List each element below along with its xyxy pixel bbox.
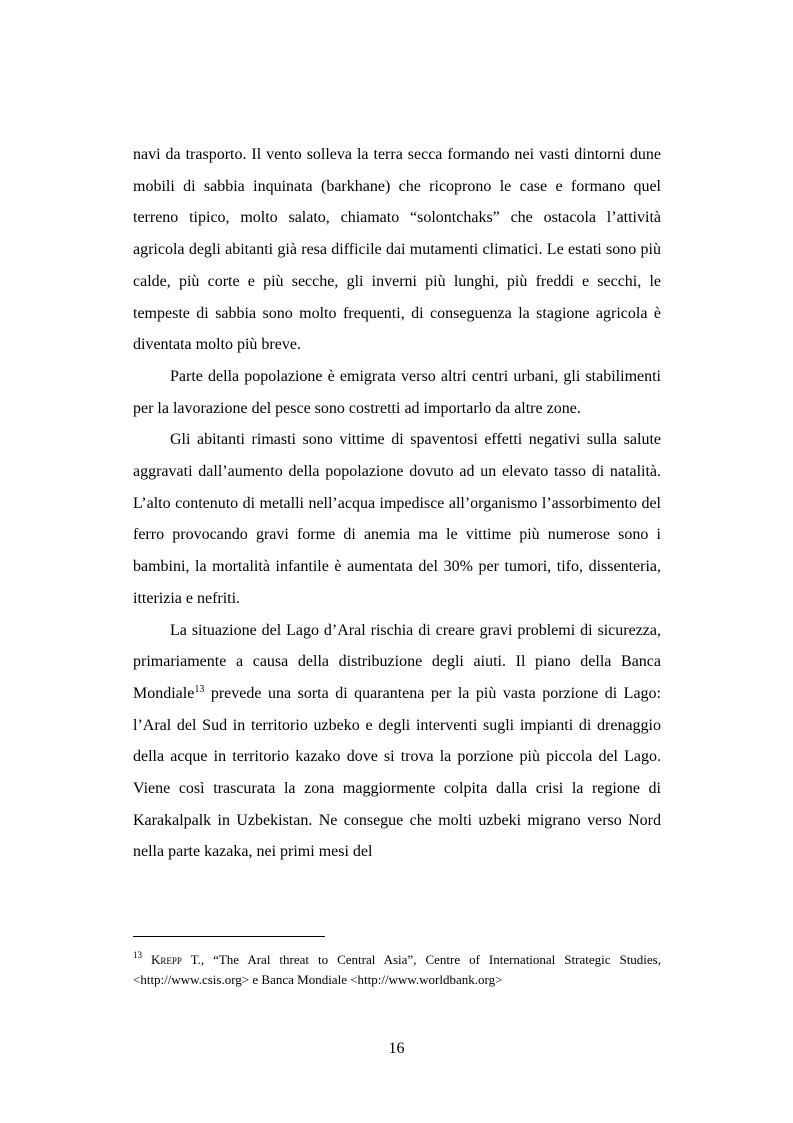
footnote-reference: 13 bbox=[194, 683, 205, 695]
paragraph-4-before: La situazione del Lago d’Aral rischia di creare gravi problemi di sicurezza, primariamente a causa della distribuzione degli aiuti. Il piano della Banca Mondiale bbox=[133, 621, 661, 702]
footnote-separator bbox=[133, 936, 325, 937]
body-text bbox=[133, 139, 661, 868]
paragraph-4 bbox=[133, 615, 661, 869]
page-number: 16 bbox=[388, 1040, 405, 1057]
footnote bbox=[133, 950, 661, 990]
footnote-author: Krepp T. bbox=[150, 952, 201, 967]
paragraph-3: Gli abitanti rimasti sono vittime di spaventosi effetti negativi sulla salute aggravati dall’aumento della popolazione dovuto ad un elevato tasso di natalità. L’alto contenuto di metalli nell’acqua impedisce all’organismo l’assorbimento del ferro provocando gravi forme di anemia ma le vittime più numerose sono i bambini, la mortalità infantile è aumentata del 30% per tumori, tifo, dissenteria, itterizia e nefriti. bbox=[133, 431, 661, 607]
paragraph-4-after: prevede una sorta di quarantena per la più vasta porzione di Lago: l’Aral del Sud in territorio uzbeko e degli interventi sugli impianti di drenaggio della acque in territorio kazako dove si trova la porzione più piccola del Lago. Viene così trascurata la zona maggiormente colpita dalla crisi la regione di Karakalpalk in Uzbekistan. Ne consegue che molti uzbeki migrano verso Nord nella parte kazaka, nei primi mesi del bbox=[133, 684, 661, 861]
footnote-text: , “The Aral threat to Central Asia”, Centre of International Strategic Studies, <http://www.csis.org> e Banca Mondiale <http://www.worldbank.org> bbox=[133, 952, 661, 987]
footnote-number: 13 bbox=[133, 950, 142, 960]
paragraph-1: navi da trasporto. Il vento solleva la terra secca formando nei vasti dintorni dune mobili di sabbia inquinata (barkhane) che ricoprono le case e formano quel terreno tipico, molto salato, chiamato “solontchaks” che ostacola l’attività agricola degli abitanti già resa difficile dai mutamenti climatici. Le estati sono più calde, più corte e più secche, gli inverni più lunghi, più freddi e secchi, le tempeste di sabbia sono molto frequenti, di conseguenza la stagione agricola è diventata molto più breve. bbox=[133, 146, 661, 354]
paragraph-2: Parte della popolazione è emigrata verso altri centri urbani, gli stabilimenti per la lavorazione del pesce sono costretti ad importarlo da altre zone. bbox=[133, 367, 661, 417]
